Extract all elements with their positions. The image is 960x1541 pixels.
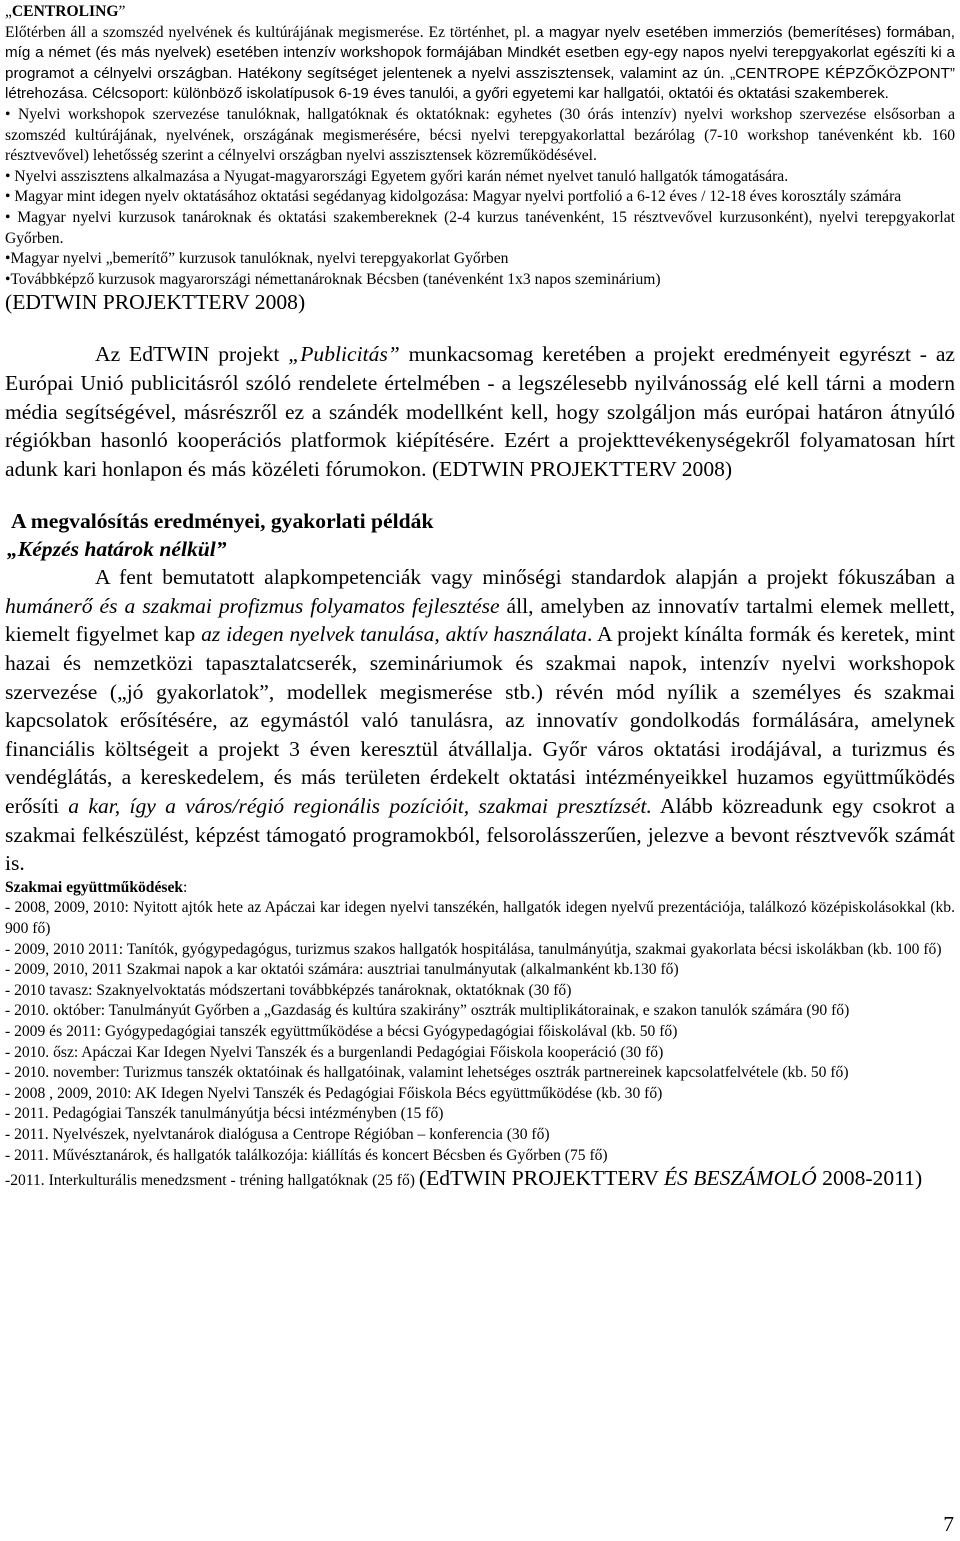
results-text-3: . A projekt kínálta formák és keretek, mint hazai és nemzetközi tapasztalatcserék, szemináriumok és szakmai napok, intenzív nyelvi workshopok szervezése („jó gyakorlatok”, modellek megismerése stb.) révén mód nyílik a személyes és szakmai kapcsolatok erősítésére, az egymástól való tanulásra, az innovatív gondolkodás formálására, amelynek financiális költségeit a projekt 3 éven keresztül átvállalja. Győr város oktatási irodájával, a turizmus és vendéglátás, a kereskedelem, és más területen érdekelt oktatási intézményeikkel huzamos együttműködés erősíti bbox=[5, 622, 955, 819]
cooperation-item: - 2008, 2009, 2010: Nyitott ajtók hete az Apáczai kar idegen nyelvi tanszékén, hallgatók idegen nyelvű prezentációja, találkozó középiskolásokkal (kb. 900 fő) bbox=[5, 899, 955, 937]
intro-text-sans: a magyar nyelv esetében immerziós (bemerítéses) formában, míg a német (és más nyelvek) esetében intenzív workshopok formájában Mindkét esetben egy-egy napos nyelvi terepgyakorlat egészíti ki a programot a célnyelvi országban. bbox=[5, 23, 955, 82]
page-number: 7 bbox=[943, 1512, 954, 1536]
bullet-item: • Magyar nyelvi kurzusok tanároknak és oktatási szakembereknek (2-4 kurzus tanévenként, 15 résztvevővel kurzusonként), nyelvi terepgyakorlat Győrben. bbox=[5, 208, 955, 247]
bullet-item: •Magyar nyelvi „bemerítő” kurzusok tanulóknak, nyelvi terepgyakorlat Győrben bbox=[5, 250, 509, 268]
last-list-item bbox=[5, 1166, 955, 1193]
last-ref-a: (EdTWIN PROJEKTTERV bbox=[418, 1166, 664, 1191]
cooperation-item: - 2010. október: Tanulmányút Győrben a „Gazdaság és kultúra szakirány” osztrák multiplikátorainak, e szakon tanulók számára (90 fő) bbox=[5, 1002, 850, 1020]
last-item-text: -2011. Interkulturális menedzsment - tréning hallgatóknak (25 fő) bbox=[5, 1172, 415, 1190]
document-page bbox=[5, 2, 955, 1193]
results-paragraph bbox=[5, 563, 955, 878]
cooperation-item: - 2011. Művésztanárok, és hallgatók találkozója: kiállítás és koncert Bécsben és Győrben (75 fő) bbox=[5, 1146, 608, 1164]
publicity-italic: „Publicitás” bbox=[288, 342, 400, 367]
results-italic-1: humánerő és a szakmai profizmus folyamatos fejlesztése bbox=[5, 593, 500, 618]
publicity-paragraph bbox=[5, 340, 955, 483]
intro-text: Előtérben áll a szomszéd nyelvének és kultúrájának megismerése. Ez történhet, pl. bbox=[5, 23, 531, 41]
reference-citation: (EDTWIN PROJEKTTERV 2008) bbox=[5, 290, 306, 315]
cooperation-list bbox=[5, 878, 955, 1166]
results-section bbox=[5, 563, 955, 878]
results-heading: A megvalósítás eredményei, gyakorlati példák bbox=[11, 509, 434, 534]
cooperation-item: - 2010. november: Turizmus tanszék oktatóinak és hallgatóinak, valamint lehetséges osztrák partnereinek kapcsolatfelvétele (kb. 50 fő) bbox=[5, 1064, 849, 1082]
cooperation-colon: : bbox=[183, 878, 188, 896]
last-ref-b: 2008-2011) bbox=[816, 1166, 923, 1191]
cooperation-items bbox=[5, 898, 955, 1166]
publicity-text-a: Az EdTWIN projekt bbox=[95, 342, 289, 367]
cooperation-item: - 2010 tavasz: Szaknyelvoktatás módszertani továbbképzés tanároknak, oktatóknak (30 fő) bbox=[5, 981, 572, 999]
intro-section bbox=[5, 2, 955, 290]
cooperation-item: - 2008 , 2009, 2010: AK Idegen Nyelvi Tanszék és Pedagógiai Főiskola Bécs együttműködése (kb. 30 fő) bbox=[5, 1084, 663, 1102]
centroling-title: CENTROLING bbox=[11, 3, 119, 20]
publicity-section bbox=[5, 340, 955, 483]
results-italic-2: az idegen nyelvek tanulása, aktív használata bbox=[201, 622, 587, 647]
cooperation-item: - 2011. Pedagógiai Tanszék tanulmányútja bécsi intézményben (15 fő) bbox=[5, 1105, 444, 1123]
results-text-1: A fent bemutatott alapkompetenciák vagy minőségi standardok alapján a projekt fókuszában a bbox=[95, 565, 955, 590]
bullet-item: •Továbbképző kurzusok magyarországi némettanároknak Bécsben (tanévenként 1x3 napos szeminárium) bbox=[5, 270, 661, 288]
cooperation-item: - 2011. Nyelvészek, nyelvtanárok dialógusa a Centrope Régióban – konferencia (30 fő) bbox=[5, 1125, 550, 1143]
last-ref-italic: ÉS BESZÁMOLÓ bbox=[663, 1166, 817, 1191]
cooperation-label-text: Szakmai együttműködések bbox=[5, 878, 184, 896]
results-subheading: „Képzés határok nélkül” bbox=[7, 537, 227, 562]
cooperation-item: - 2009, 2010 2011: Tanítók, gyógypedagógus, turizmus szakos hallgatók hospitálása, tanulmányútja, szakmai gyakorlata bécsi iskolákban (kb. 100 fő) bbox=[5, 940, 942, 958]
cooperation-item: - 2010. ősz: Apáczai Kar Idegen Nyelvi Tanszék és a burgenlandi Pedagógiai Főiskola kooperáció (30 fő) bbox=[5, 1043, 664, 1061]
results-text-2: áll, amelyben az innovatív tartalmi elemek mellett, kiemelt figyelmet kap bbox=[5, 593, 955, 647]
intro-text-tail: Hatékony segítséget jelentenek a nyelvi asszisztensek, valamint az ún. „CENTROPE KÉPZŐKÖZPONT” létrehozása. Célcsoport: különböző iskolatípusok 6-19 éves tanulói, a győri egyetemi kar hallgatói, oktatói és oktatási szakemberek. bbox=[5, 64, 955, 103]
publicity-text-b: munkacsomag keretében a projekt eredményeit egyrészt - az Európai Unió publicitásról szóló rendelete értelmében - a legszélesebb nyilvánosság elé kell tárni a modern média segítségével, másrészről ez a szándék modellként kell, hogy szolgáljon más európai határon átnyúló régiókban hasonló kooperációs platformok kiépítésére. Ezért a projekttevékenységekről folyamatosan hírt adunk kari honlapon és más közéleti fórumokon. (EDTWIN PROJEKTTERV 2008) bbox=[5, 342, 955, 481]
cooperation-label bbox=[5, 878, 955, 899]
cooperation-item: - 2009, 2010, 2011 Szakmai napok a kar oktatói számára: ausztriai tanulmányutak (alkalmanként kb.130 fő) bbox=[5, 961, 679, 979]
results-italic-3: a kar, így a város/régió regionális pozícióit, szakmai presztízsét. bbox=[68, 794, 652, 819]
title-quote: ” bbox=[118, 3, 126, 20]
results-text-4: Alább közreadunk egy csokrot a szakmai felkészülést, képzést támogató programokból, felsorolásszerűen, jelezve a bevont résztvevők számát is. bbox=[5, 794, 956, 876]
section-title: „CENTROLING” bbox=[5, 3, 126, 20]
cooperation-item: - 2009 és 2011: Gyógypedagógiai tanszék együttműködése a bécsi Gyógypedagógiai főiskolával (kb. 50 fő) bbox=[5, 1022, 678, 1040]
bullet-item: • Magyar mint idegen nyelv oktatásához oktatási segédanyag kidolgozása: Magyar nyelvi portfolió a 6-12 éves / 12-18 éves korosztály számára bbox=[5, 188, 902, 206]
bullet-item: • Nyelvi asszisztens alkalmazása a Nyugat-magyarországi Egyetem győri karán német nyelvet tanuló hallgatók támogatására. bbox=[5, 167, 789, 185]
intro-paragraph bbox=[5, 23, 955, 105]
bullet-item: • Nyelvi workshopok szervezése tanulóknak, hallgatóknak és oktatóknak: egyhetes (30 órás intenzív) nyelvi workshop szervezése elsősorban a szomszéd kultúrájának, nyelvének, országának megismerésére, bécsi nyelvi terepgyakorlattal bezárólag (7-10 workshop tanévenként kb. 160 résztvevővel) lehetősség szerint a célnyelvi országban nyelvi asszisztensek közreműködésével. bbox=[5, 105, 955, 165]
